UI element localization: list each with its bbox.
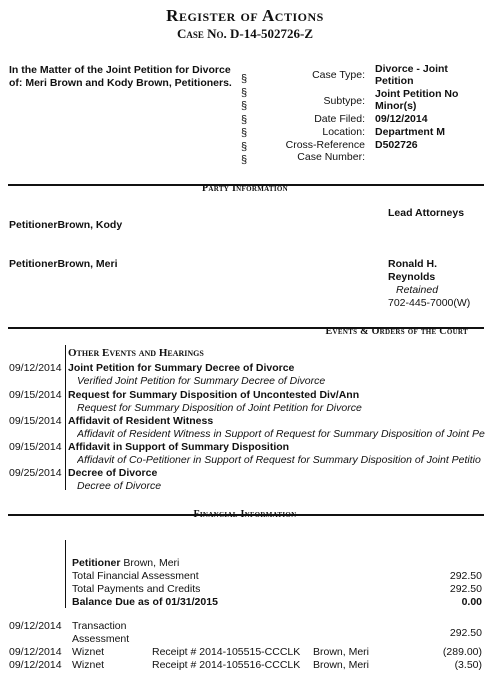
event-item bbox=[0, 362, 490, 389]
total-assessment-label: Total Financial Assessment bbox=[72, 570, 199, 582]
section-symbols bbox=[241, 73, 247, 168]
attorney-phone: 702-445-7000(W) bbox=[388, 297, 471, 309]
attorney-status: Retained bbox=[396, 284, 439, 296]
section-symbol: § bbox=[241, 154, 248, 166]
transaction-amount: (289.00) bbox=[442, 646, 482, 658]
transaction-type: Transaction Assessment bbox=[72, 620, 130, 645]
lead-attorneys-label: Lead Attorneys bbox=[388, 207, 465, 219]
event-title: Affidavit in Support of Summary Disposition bbox=[68, 441, 290, 453]
event-date: 09/15/2014 bbox=[9, 389, 62, 401]
transaction-type: Wiznet bbox=[72, 646, 105, 658]
transaction-date: 09/12/2014 bbox=[9, 646, 62, 658]
table-row bbox=[0, 620, 490, 646]
total-assessment-value: 292.50 bbox=[449, 570, 482, 582]
matter-caption: In the Matter of the Joint Petition for Divorce of: Meri Brown and Kody Brown, Petitioners. bbox=[9, 64, 232, 89]
total-payments-label: Total Payments and Credits bbox=[72, 583, 201, 595]
event-item bbox=[0, 389, 490, 415]
financial-petitioner-role: Petitioner bbox=[72, 557, 121, 569]
table-row bbox=[0, 659, 490, 672]
event-title: Request for Summary Disposition of Uncontested Div/Ann bbox=[68, 389, 360, 401]
total-payments-value: 292.50 bbox=[449, 583, 482, 595]
transactions-table bbox=[0, 620, 490, 672]
location-value: Department M bbox=[375, 126, 446, 138]
case-type-label: Case Type: bbox=[312, 69, 365, 81]
transaction-date: 09/12/2014 bbox=[9, 620, 62, 632]
party-name: Brown, Meri bbox=[57, 258, 118, 270]
event-date: 09/25/2014 bbox=[9, 467, 62, 479]
event-detail: Verified Joint Petition for Summary Decree of Divorce bbox=[77, 375, 326, 387]
transaction-amount: 292.50 bbox=[449, 627, 482, 639]
event-detail: Affidavit of Co-Petitioner in Support of Request for Summary Disposition of Joint Petitio bbox=[77, 454, 481, 466]
page-title: Register of Actions bbox=[166, 6, 324, 25]
event-date: 09/12/2014 bbox=[9, 362, 62, 374]
attorney-block bbox=[388, 258, 471, 310]
events-subheading: Other Events and Hearings bbox=[68, 347, 204, 359]
cross-reference-value: D502726 bbox=[375, 139, 418, 151]
event-title: Affidavit of Resident Witness bbox=[68, 415, 214, 427]
section-symbol: § bbox=[241, 127, 248, 139]
event-detail: Request for Summary Disposition of Joint Petition for Divorce bbox=[77, 402, 362, 414]
transaction-date: 09/12/2014 bbox=[9, 659, 62, 671]
party-role: Petitioner bbox=[9, 219, 58, 231]
party-row-kody bbox=[9, 219, 122, 231]
event-item bbox=[0, 415, 490, 441]
subtype-value: Joint Petition No Minor(s) bbox=[375, 88, 459, 112]
financial-petitioner-name: Brown, Meri bbox=[123, 557, 180, 569]
financial-section-title: Financial Information bbox=[193, 509, 297, 520]
event-title: Joint Petition for Summary Decree of Divorce bbox=[68, 362, 295, 374]
party-row-meri bbox=[9, 258, 118, 270]
date-filed-value: 09/12/2014 bbox=[375, 113, 428, 125]
party-section-title: Party Information bbox=[201, 183, 289, 194]
event-detail: Affidavit of Resident Witness in Support of Request for Summary Disposition of Joint Pe bbox=[77, 428, 485, 440]
transaction-amount: (3.50) bbox=[454, 659, 482, 671]
event-date: 09/15/2014 bbox=[9, 415, 62, 427]
cross-reference-label: Cross-Reference Case Number: bbox=[285, 139, 365, 163]
financial-party bbox=[72, 557, 179, 569]
case-type-value: Divorce - Joint Petition bbox=[375, 63, 448, 87]
transaction-payer: Brown, Meri bbox=[313, 646, 370, 658]
case-number: Case No. D-14-502726-Z bbox=[176, 26, 314, 41]
event-date: 09/15/2014 bbox=[9, 441, 62, 453]
transaction-receipt: Receipt # 2014-105515-CCCLK bbox=[152, 646, 301, 658]
event-item bbox=[0, 441, 490, 467]
party-role: Petitioner bbox=[9, 258, 58, 270]
section-symbol: § bbox=[241, 140, 248, 153]
events-list bbox=[0, 362, 490, 493]
events-section-title: Events & Orders of the Court bbox=[325, 326, 468, 337]
balance-value: 0.00 bbox=[461, 596, 482, 608]
attorney-name: Ronald H. Reynolds bbox=[388, 258, 437, 283]
date-filed-label: Date Filed: bbox=[314, 113, 365, 125]
financial-rule bbox=[65, 540, 66, 608]
section-symbol: § bbox=[241, 100, 248, 112]
party-name: Brown, Kody bbox=[57, 219, 123, 231]
section-symbol: § bbox=[241, 86, 248, 99]
location-label: Location: bbox=[322, 126, 365, 138]
table-row bbox=[0, 646, 490, 659]
event-item bbox=[0, 467, 490, 493]
event-title: Decree of Divorce bbox=[68, 467, 158, 479]
event-detail: Decree of Divorce bbox=[77, 480, 162, 492]
section-symbol: § bbox=[241, 113, 248, 126]
transaction-type: Wiznet bbox=[72, 659, 105, 671]
transaction-receipt: Receipt # 2014-105516-CCCLK bbox=[152, 659, 301, 671]
section-symbol: § bbox=[241, 73, 248, 85]
subtype-label: Subtype: bbox=[323, 95, 365, 107]
transaction-payer: Brown, Meri bbox=[313, 659, 370, 671]
balance-label: Balance Due as of 01/31/2015 bbox=[72, 596, 218, 608]
